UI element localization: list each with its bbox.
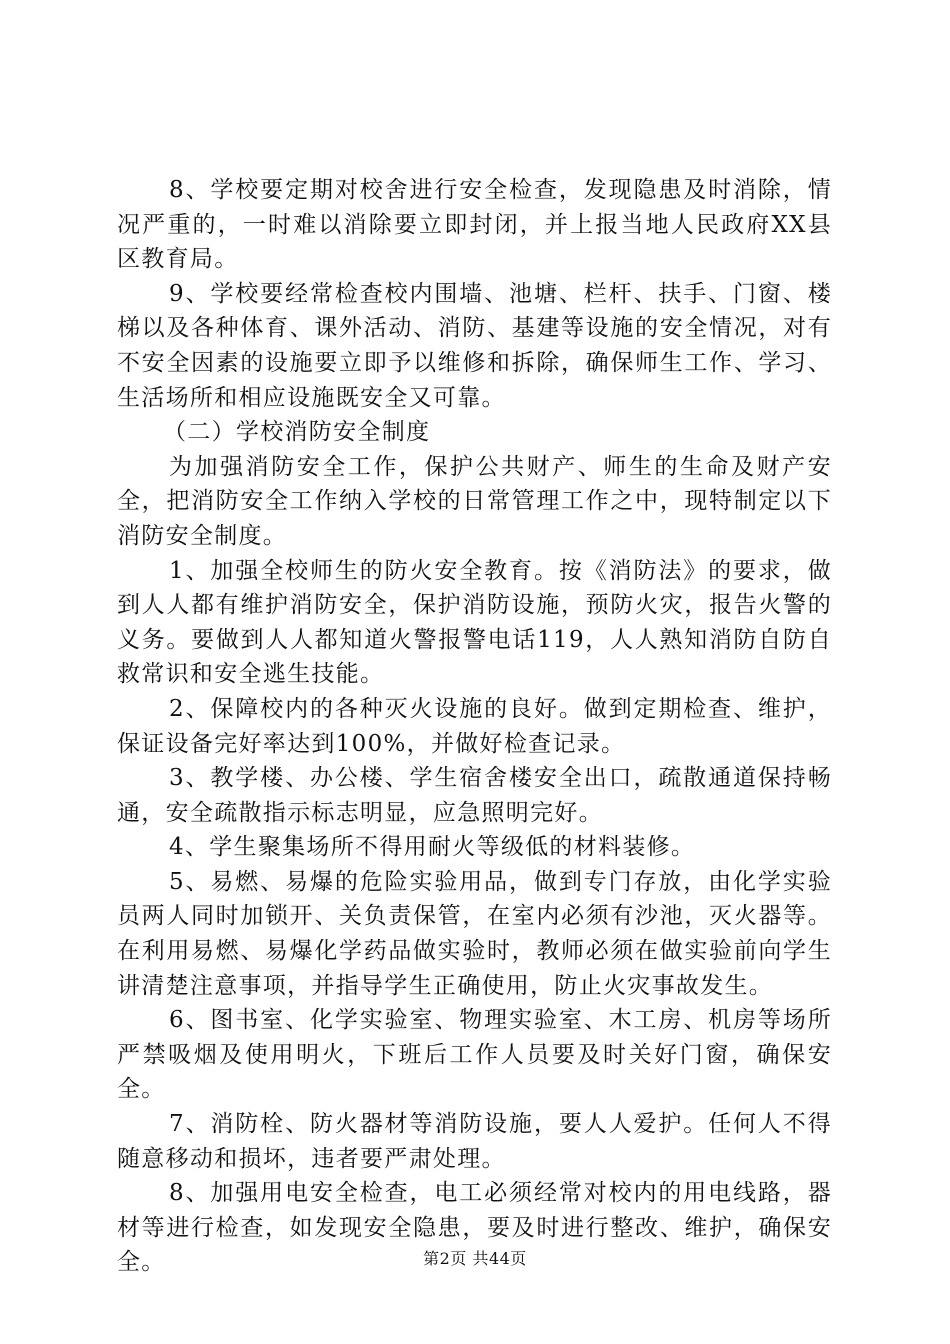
rule-paragraph-3: 3、教学楼、办公楼、学生宿舍楼安全出口，疏散通道保持畅通，安全疏散指示标志明显，应急照明完好。 bbox=[117, 765, 832, 826]
section-heading: （二）学校消防安全制度 bbox=[163, 419, 431, 446]
rule-paragraph-1: 1、加强全校师生的防火安全教育。按《消防法》的要求，做到人人都有维护消防安全，保护消防设施，预防火灾，报告火警的义务。要做到人人都知道火警报警电话119，人人熟知消防自防自救常识和安全逃生技能。 bbox=[117, 557, 832, 688]
rule-paragraph-6: 6、图书室、化学实验室、物理实验室、木工房、机房等场所严禁吸烟及使用明火，下班后工作人员要及时关好门窗，确保安全。 bbox=[117, 1007, 832, 1103]
rule-paragraph-7: 7、消防栓、防火器材等消防设施，要人人爱护。任何人不得随意移动和损坏，违者要严肃处理。 bbox=[117, 1111, 832, 1172]
rule-paragraph-5: 5、易燃、易爆的危险实验用品，做到专门存放，由化学实验员两人同时加锁开、关负责保管，在室内必须有沙池，灭火器等。在利用易燃、易爆化学药品做实验时，教师必须在做实验前向学生讲清楚注意事项，并指导学生正确使用，防止火灾事故发生。 bbox=[117, 868, 832, 999]
document-body bbox=[117, 173, 832, 1280]
page-number-footer: 第2页 共44页 bbox=[423, 1249, 527, 1268]
rule-paragraph-4: 4、学生聚集场所不得用耐火等级低的材料装修。 bbox=[169, 834, 696, 861]
section-intro-paragraph: 为加强消防安全工作，保护公共财产、师生的生命及财产安全，把消防安全工作纳入学校的日常管理工作之中，现特制定以下消防安全制度。 bbox=[117, 453, 832, 549]
rule-paragraph-2: 2、保障校内的各种灭火设施的良好。做到定期检查、维护，保证设备完好率达到100%，并做好检查记录。 bbox=[117, 695, 832, 757]
rule-paragraph-8: 8、加强用电安全检查，电工必须经常对校内的用电线路，器材等进行检查，如发现安全隐患，要及时进行整改、维护，确保安全。 bbox=[117, 1180, 832, 1276]
paragraph-item-9: 9、学校要经常检查校内围墙、池塘、栏杆、扶手、门窗、楼梯以及各种体育、课外活动、消防、基建等设施的安全情况，对有不安全因素的设施要立即予以维修和拆除，确保师生工作、学习、生活场所和相应设施既安全又可靠。 bbox=[117, 280, 832, 411]
paragraph-item-8: 8、学校要定期对校舍进行安全检查，发现隐患及时消除，情况严重的，一时难以消除要立即封闭，并上报当地人民政府XX县区教育局。 bbox=[117, 177, 832, 273]
